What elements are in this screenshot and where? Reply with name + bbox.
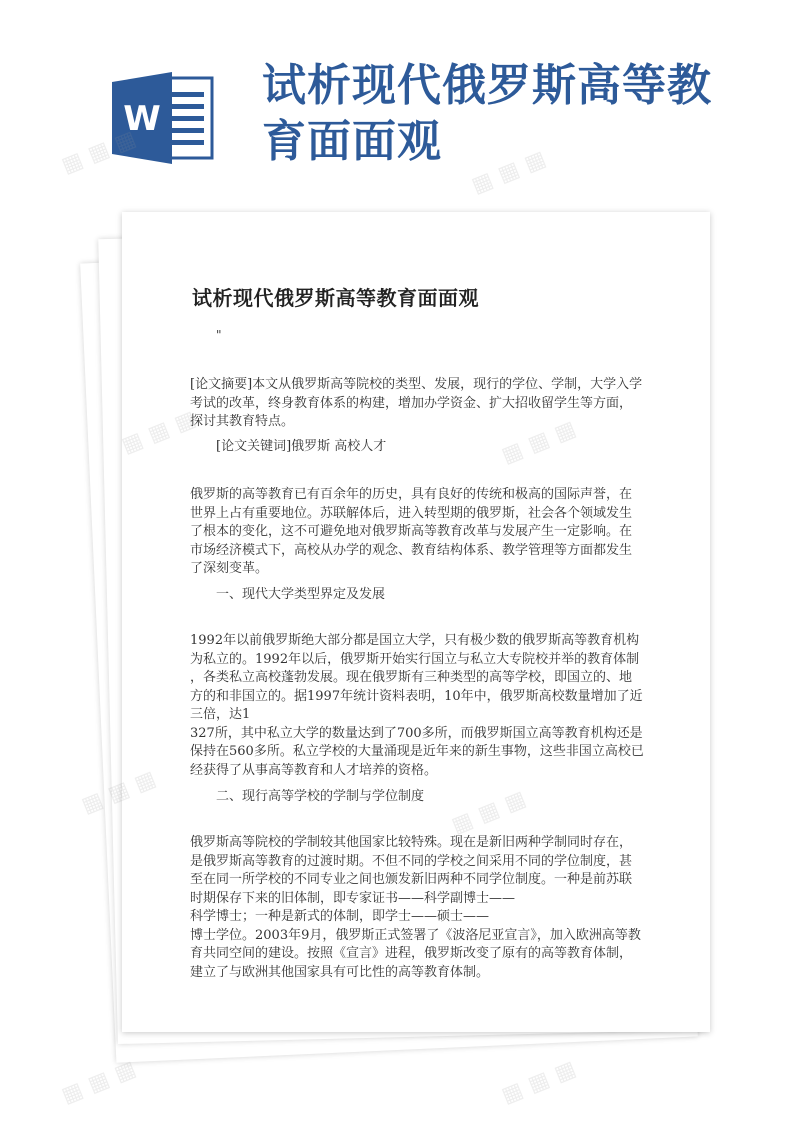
section-heading-1: 一、现代大学类型界定及发展 (216, 587, 386, 602)
watermark: ▦ ▦ ▦ (58, 126, 140, 179)
abstract-paragraph: [论文摘要]本文从俄罗斯高等院校的类型、发展，现行的学位、学制，大学入学 考试的改革，终身教育体系的构建，增加办学资金、扩大招收留学生等方面， 探讨其教育特点。 (190, 377, 643, 429)
section-heading-2: 二、现行高等学校的学制与学位制度 (216, 789, 425, 804)
watermark: ▦ ▦ ▦ (58, 1056, 140, 1109)
watermark: ▦ (78, 787, 107, 819)
svg-text:W: W (123, 99, 161, 139)
word-document-icon (112, 72, 216, 164)
intro-paragraph: 俄罗斯的高等教育已有百余年的历史，具有良好的传统和极高的国际声誉，在 世界上占有重要地位。苏联解体后，进入转型期的俄罗斯，社会各个领域发生 了根本的变化，这不可避免地对俄罗斯高等教育改革与发展产生一定影响。在 市场经济模式下，高校从办学的观念、教育结构体系、教学管理等方面都发生 了深刻变革。 (190, 487, 633, 576)
quote-mark: " (216, 328, 222, 342)
keywords-line: [论文关键词]俄罗斯 高校人才 (216, 439, 387, 454)
banner (0, 0, 800, 200)
section1-paragraph: 1992年以前俄罗斯绝大部分都是国立大学，只有极少数的俄罗斯高等教育机构 为私立的。1992年以后，俄罗斯开始实行国立与私立大专院校并举的教育体制 ，各类私立高校蓬勃发展。现在俄罗斯有三种类型的高等学校，即国立的、地 方的和非国立的。据1997年统计资料表明，10年中，俄罗斯高校数量增加了近 三倍，达1 327所，其中私立大学的数量达到了700多所，而俄罗斯国立高等教育机构还是 保持在560多所。私立学校的大量涌现是近年来的新生事物，这些非国立高校已 经获得了从事高等教育和人才培养的资格。 (190, 633, 644, 778)
watermark: ▦ ▦ ▦ (498, 1056, 580, 1109)
banner-title: 试析现代俄罗斯高等教育面面观 (262, 60, 712, 167)
section2-paragraph: 俄罗斯高等院校的学制较其他国家比较特殊。现在是新旧两种学制同时存在， 是俄罗斯高等教育的过渡时期。不但不同的学校之间采用不同的学位制度，甚 至在同一所学校的不同专业之间也颁发新旧两种不同学位制度。一种是前苏联 时期保存下来的旧体制，即专家证书——科学副博士—— 科学博士；一种是新式的体制，即学士——硕士—— 博士学位。2003年9月，俄罗斯正式签署了《波洛尼亚宣言》，加入欧洲高等教 育共同空间的建设。按照《宣言》进程，俄罗斯改变了原有的高等教育体制， 建立了与欧洲其他国家具有可比性的高等教育体制。 (190, 835, 641, 980)
document-title: 试析现代俄罗斯高等教育面面观 (192, 286, 479, 310)
watermark: ▦ ▦ ▦ (468, 146, 550, 199)
document-page (122, 212, 710, 1032)
